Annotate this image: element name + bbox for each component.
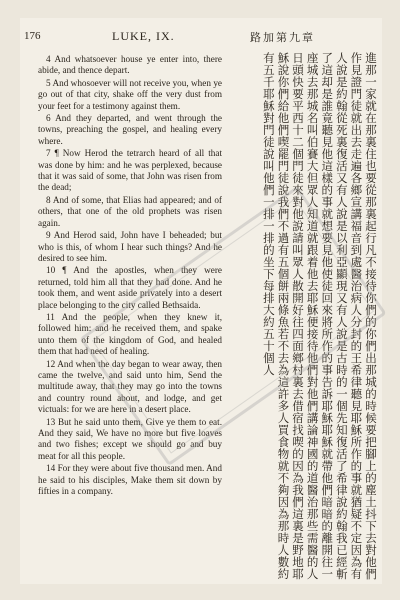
verse-10: 10 ¶ And the apostles, when they were returned, told him all that they had done. And he took them, and went aside privately into a desert place belonging to the city called Bethsaida. [38, 265, 222, 310]
chinese-column: 進那一家就在那裏住也要從那裏起行凡不接待你們的你們出那城的時候要把腳上的塵土抖下去對他們作見證門徒就出去走遍各鄉宣講福音到處醫治病人分封的王希律聽見耶穌所作的事就猶疑不定因為有人說是約翰從死裏復活又有人說是以利亞顯現又有人說是古時的一個先知復活了希律說約翰我已經斬了這却是誰竟聽見他這樣的事就想要見他使徒回來將所作的事告訴耶穌耶穌就帶他們暗暗的離開往一座城去那城名叫伯賽大但眾人知道就跟着他去耶穌便接待他們對他們講論神國的道醫治那些需醫的人日頭快要平西十二個門徒來對他說請叫眾人散開好往四面鄉村裏去借宿找喫的因為我們這裏是野地耶穌說你們給他們喫罷門徒說我們不過有五個餅兩條魚若不去為這許多人買食物就不夠因為那時人數約有五千耶穌對門徒說叫他們一排一排的坐下每排大約五十個人 [261, 52, 378, 580]
verse-4: 4 And whatsoever house ye enter into, there abide, and thence depart. [38, 54, 222, 76]
running-title-english: LUKE, IX. [112, 29, 175, 43]
verse-8: 8 And of some, that Elias had appeared; and of others, that one of the old prophets was risen again. [38, 194, 222, 228]
verse-13: 13 But he said unto them, Give ye them to eat. And they said, We have no more but five loaves and two fishes; except we should go and buy meat for all this people. [38, 416, 222, 461]
verse-11: 11 And the people, when they knew it, followed him: and he received them, and spake unto them of the kingdom of God, and healed them that had need of healing. [38, 311, 222, 357]
english-column [38, 54, 222, 498]
verse-5: 5 And whosoever will not receive you, when ye go out of that city, shake off the very dust from your feet for a testimony against them. [38, 77, 222, 111]
verse-12: 12 And when the day began to wear away, then came the twelve, and said unto him, Send the multitude away, that they may go into the towns and country round about, and lodge, and get victuals: for we are here in a desert place. [38, 358, 222, 415]
verse-7: 7 ¶ Now Herod the tetrarch heard of all that was done by him: and he was perplexed, because that it was said of some, that John was risen from the dead; [38, 148, 222, 193]
running-title-chinese: 路加第九章 [250, 32, 315, 44]
verse-9: 9 And Herod said, John have I beheaded; but who is this, of whom I hear such things? And he desired to see him. [38, 230, 222, 263]
page-header [20, 28, 382, 46]
page-number: 176 [24, 30, 41, 42]
verse-6: 6 And they departed, and went through the towns, preaching the gospel, and healing every where. [38, 113, 222, 146]
book-page [20, 18, 382, 584]
verse-14: 14 For they were about five thousand men. And he said to his disciples, Make them sit down by fifties in a company. [38, 463, 222, 497]
